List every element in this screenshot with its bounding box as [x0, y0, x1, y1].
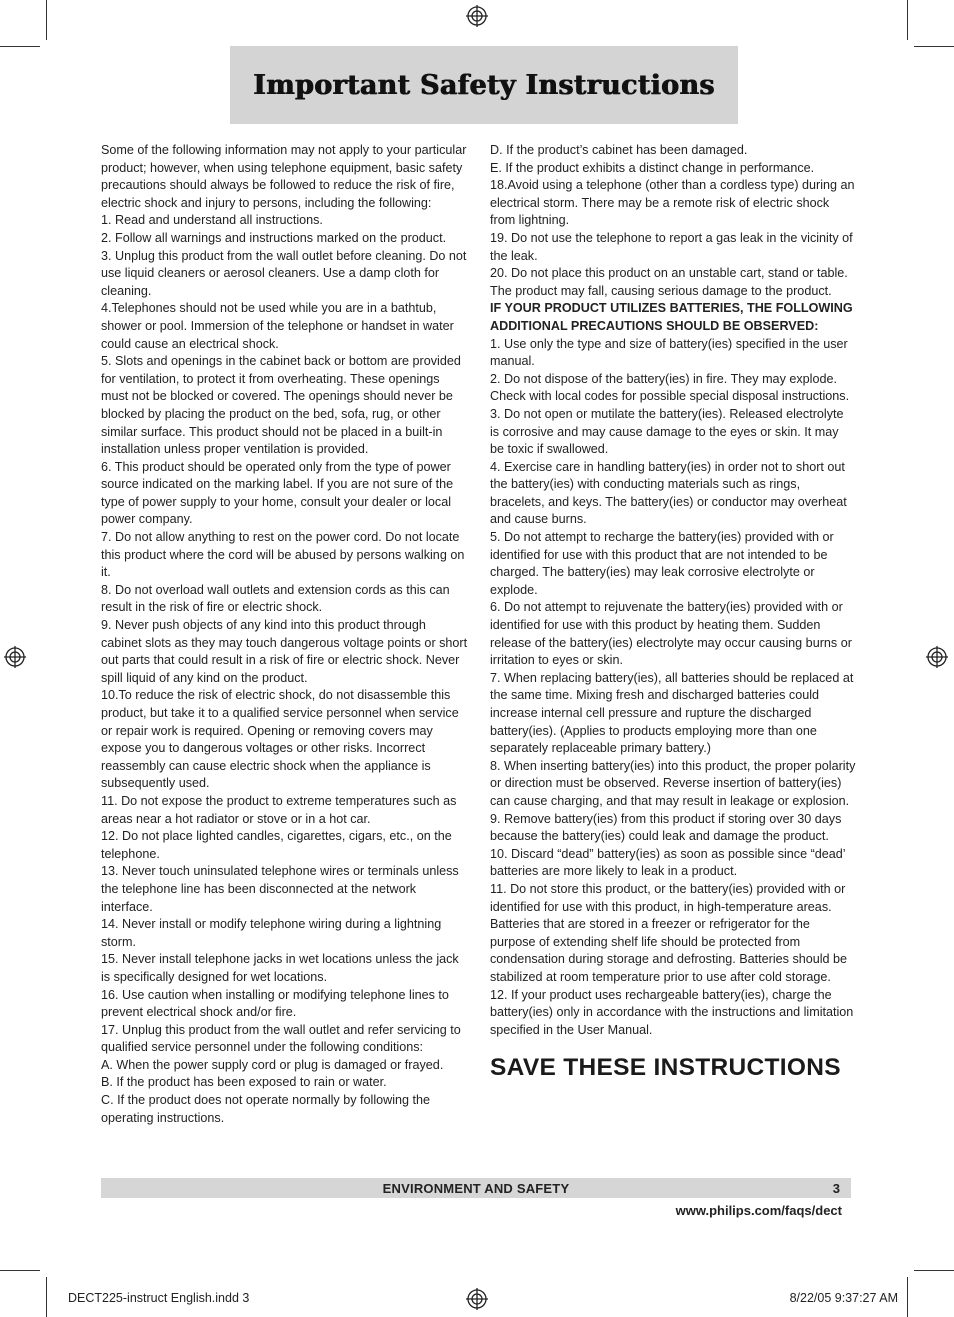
- battery-item: 7. When replacing battery(ies), all batteries should be replaced at the same time. Mixing fresh and discharged batteries could increase internal cell pressure and rupture the discharged battery(ies). (Applies to products employing more than one separately replaceable primary battery.): [490, 670, 854, 756]
- instruction-item: 4.Telephones should not be used while you are in a bathtub, shower or pool. Immersion of the telephone or handset in water could cause an electrical shock.: [101, 301, 454, 351]
- crop-mark: [46, 1277, 47, 1317]
- instruction-item: 14. Never install or modify telephone wiring during a lightning storm.: [101, 917, 442, 949]
- registration-mark-icon: [466, 1288, 488, 1310]
- instruction-item: 16. Use caution when installing or modifying telephone lines to prevent electrical shock and/or fire.: [101, 987, 449, 1020]
- save-instructions-heading: SAVE THESE INSTRUCTIONS: [490, 1054, 841, 1082]
- battery-item: 1. Use only the type and size of battery(ies) specified in the user manual.: [490, 336, 848, 369]
- instruction-item: 10.To reduce the risk of electric shock, do not disassemble this product, but take it to a qualified service personnel when service or repair work is required. Opening or removing covers may expose you to dangerous voltages or other risks. Incorrect reassembly can cause electric shock when the appliance is subsequently used.: [101, 688, 459, 791]
- condition-item: B. If the product has been exposed to rain or water.: [101, 1075, 387, 1090]
- intro-paragraph: Some of the following information may not apply to your particular product; however, when using telephone equipment, basic safety precautions should always be followed to reduce the risk of fire, electric shock and injury to persons, including the following:: [101, 143, 467, 210]
- battery-item: 8. When inserting battery(ies) into this product, the proper polarity or direction must be observed. Reverse insertion of battery(ies) can cause charging, and that may result in leakage or explosion.: [490, 758, 856, 808]
- battery-item: 12. If your product uses rechargeable battery(ies), charge the battery(ies) only in accordance with the instructions and limitation specified in the User Manual.: [490, 987, 854, 1037]
- instruction-item: 15. Never install telephone jacks in wet locations unless the jack is specifically designed for wet locations.: [101, 952, 459, 984]
- instruction-item: 1. Read and understand all instructions.: [101, 213, 323, 228]
- instruction-item: 12. Do not place lighted candles, cigarettes, cigars, etc., on the telephone.: [101, 829, 452, 861]
- instruction-item: 18.Avoid using a telephone (other than a cordless type) during an electrical storm. There may be a remote risk of electric shock from lightning.: [490, 178, 855, 228]
- battery-item: 5. Do not attempt to recharge the battery(ies) provided with or identified for use with this product that are not intended to be charged. The battery(ies) may leak corrosive electrolyte or explode.: [490, 530, 834, 597]
- instruction-item: 7. Do not allow anything to rest on the power cord. Do not locate this product where the cord will be abused by persons walking on it.: [101, 530, 465, 580]
- title-banner: [230, 46, 738, 124]
- battery-item: 2. Do not dispose of the battery(ies) in fire. They may explode. Check with local codes for possible special disposal instructions.: [490, 371, 850, 404]
- slug-timestamp: 8/22/05 9:37:27 AM: [789, 1291, 898, 1305]
- instruction-item: 3. Unplug this product from the wall outlet before cleaning. Do not use liquid cleaners or aerosol cleaners. Use a damp cloth for cleaning.: [101, 248, 467, 298]
- left-column: [101, 142, 469, 1127]
- footer-section-label: ENVIRONMENT AND SAFETY: [382, 1181, 570, 1196]
- crop-mark: [0, 1270, 40, 1271]
- condition-item: C. If the product does not operate normally by following the operating instructions.: [101, 1093, 431, 1125]
- footer-url[interactable]: www.philips.com/faqs/dect: [675, 1203, 842, 1218]
- crop-mark: [914, 1270, 954, 1271]
- instruction-item: 5. Slots and openings in the cabinet back or bottom are provided for ventilation, to protect it from overheating. These openings must not be blocked or covered. The openings should never be blocked by placing the product on the bed, sofa, rug, or other similar surface. This product should not be placed in a built-in installation unless proper ventilation is provided.: [101, 354, 461, 457]
- crop-mark: [914, 46, 954, 47]
- instruction-item: 17. Unplug this product from the wall outlet and refer servicing to qualified service personnel under the following conditions:: [101, 1022, 461, 1055]
- condition-item: A. When the power supply cord or plug is damaged or frayed.: [101, 1057, 444, 1072]
- crop-mark: [46, 0, 47, 40]
- instruction-item: 19. Do not use the telephone to report a gas leak in the vicinity of the leak.: [490, 230, 853, 263]
- instruction-item: 13. Never touch uninsulated telephone wires or terminals unless the telephone line has been disconnected at the network interface.: [101, 864, 459, 914]
- condition-item: D. If the product’s cabinet has been damaged.: [490, 143, 748, 157]
- instruction-item: 2. Follow all warnings and instructions marked on the product.: [101, 230, 447, 245]
- footer-bar: [101, 1178, 851, 1198]
- crop-mark: [907, 0, 908, 40]
- instruction-item: 6. This product should be operated only from the type of power source indicated on the marking label. If you are not sure of the type of power supply to your home, consult your dealer or local power company.: [101, 459, 454, 527]
- battery-note: Batteries that are stored in a freezer or refrigerator for the purpose of extending shelf life should be protected from condensation during storage and defrosting. Batteries should be stabilized at room temperature prior to use after cold storage.: [490, 917, 848, 984]
- registration-mark-icon: [466, 5, 488, 27]
- page-title: Important Safety Instructions: [253, 69, 715, 101]
- instruction-item: 11. Do not expose the product to extreme temperatures such as areas near a hot radiator or stove or in a hot car.: [101, 793, 457, 826]
- battery-heading: IF YOUR PRODUCT UTILIZES BATTERIES, THE FOLLOWING ADDITIONAL PRECAUTIONS SHOULD BE OBSERVED:: [490, 301, 853, 333]
- battery-item: 10. Discard “dead” battery(ies) as soon as possible since “dead’ batteries are more likely to leak in a product.: [490, 846, 846, 879]
- battery-item: 3. Do not open or mutilate the battery(ies). Released electrolyte is corrosive and may cause damage to the eyes or skin. It may be toxic if swallowed.: [490, 406, 844, 457]
- battery-item: 6. Do not attempt to rejuvenate the battery(ies) provided with or identified for use with this product by heating them. Sudden release of the battery(ies) electrolyte may occur causing burns or irritation to eyes or skin.: [490, 600, 852, 668]
- instruction-item: 8. Do not overload wall outlets and extension cords as this can result in the risk of fire or electric shock.: [101, 582, 450, 615]
- page-number: 3: [832, 1181, 840, 1196]
- right-column: [490, 142, 856, 1083]
- registration-mark-icon: [4, 646, 26, 668]
- registration-mark-icon: [926, 646, 948, 668]
- instruction-note: The product may fall, causing serious damage to the product.: [490, 283, 832, 298]
- instruction-item: 9. Never push objects of any kind into this product through cabinet slots as they may touch dangerous voltage points or short out parts that could result in a risk of fire or electric shock. Never spill liquid of any kind on the product.: [101, 618, 468, 685]
- battery-item: 4. Exercise care in handling battery(ies) in order not to short out the battery(ies) with conducting materials such as rings, bracelets, and keys. The battery(ies) or conductor may overheat and cause burns.: [490, 459, 847, 527]
- instruction-item: 20. Do not place this product on an unstable cart, stand or table.: [490, 266, 848, 281]
- battery-item: 9. Remove battery(ies) from this product if storing over 30 days because the battery(ies) could leak and damage the product.: [490, 811, 842, 844]
- slug-filename: DECT225-instruct English.indd 3: [68, 1291, 250, 1305]
- battery-item: 11. Do not store this product, or the battery(ies) provided with or identified for use with this product, in high-temperature areas.: [490, 881, 846, 914]
- crop-mark: [907, 1277, 908, 1317]
- condition-item: E. If the product exhibits a distinct change in performance.: [490, 160, 815, 175]
- crop-mark: [0, 46, 40, 47]
